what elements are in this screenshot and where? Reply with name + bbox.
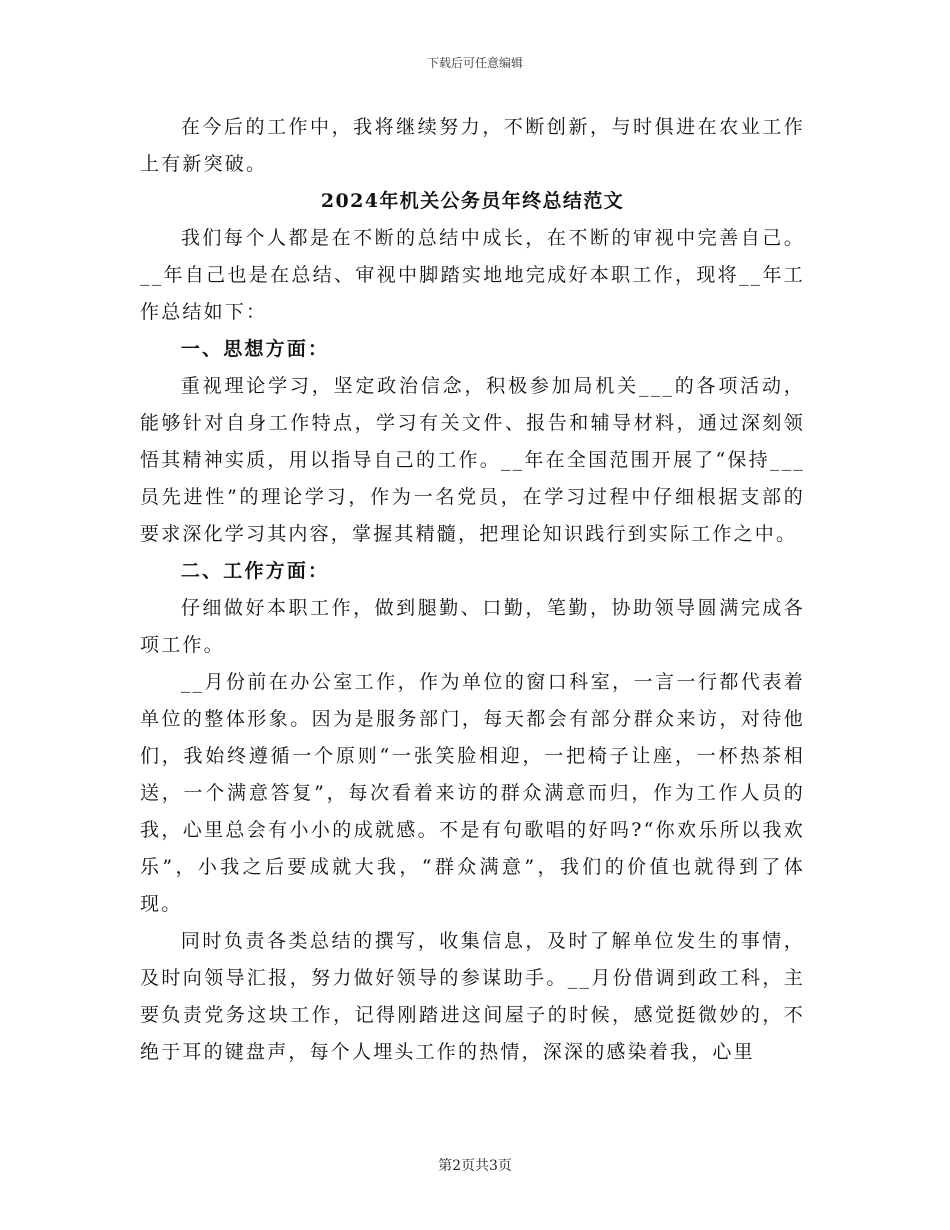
section-heading-thought: 一、思想方面： — [180, 338, 330, 360]
document-body — [140, 109, 805, 1071]
page-header: 下载后可任意编辑 — [426, 56, 523, 70]
intro-paragraph: 在今后的工作中，我将继续努力，不断创新，与时俱进在农业工作上有新突破。 — [140, 116, 805, 175]
paragraph-summary-work: 同时负责各类总结的撰写，收集信息，及时了解单位发生的事情，及时向领导汇报，努力做好领导的参谋助手。__月份借调到政工科，主要负责党务这块工作，记得刚踏进这间屋子的时候，感觉挺微妙的，不绝于耳的键盘声，每个人埋头工作的热情，深深的感染着我，心里 — [140, 930, 805, 1063]
paragraph-work-intro: 仔细做好本职工作，做到腿勤、口勤，笔勤，协助领导圆满完成各项工作。 — [140, 597, 805, 656]
section-heading-work: 二、工作方面： — [180, 560, 330, 582]
paragraph-thought: 重视理论学习，坚定政治信念，积极参加局机关___的各项活动，能够针对自身工作特点，学习有关文件、报告和辅导材料，通过深刻领悟其精神实质，用以指导自己的工作。__年在全国范围开展了“保持___员先进性”的理论学习，作为一名党员，在学习过程中仔细根据支部的要求深化学习其内容，掌握其精髓，把理论知识践行到实际工作之中。 — [140, 375, 805, 545]
paragraph-opening: 我们每个人都是在不断的总结中成长，在不断的审视中完善自己。__年自己也是在总结、审视中脚踏实地地完成好本职工作，现将__年工作总结如下： — [140, 227, 805, 323]
paragraph-office-work: __月份前在办公室工作，作为单位的窗口科室，一言一行都代表着单位的整体形象。因为是服务部门，每天都会有部分群众来访，对待他们，我始终遵循一个原则“一张笑脸相迎，一把椅子让座，一杯热茶相送，一个满意答复”，每次看着来访的群众满意而归，作为工作人员的我，心里总会有小小的成就感。不是有句歌唱的好吗?“你欢乐所以我欢乐”，小我之后要成就大我，“群众满意”，我们的价值也就得到了体现。 — [140, 671, 805, 915]
page-footer: 第2页共3页 — [438, 1158, 512, 1174]
document-title: 2024年机关公务员年终总结范文 — [320, 190, 625, 212]
